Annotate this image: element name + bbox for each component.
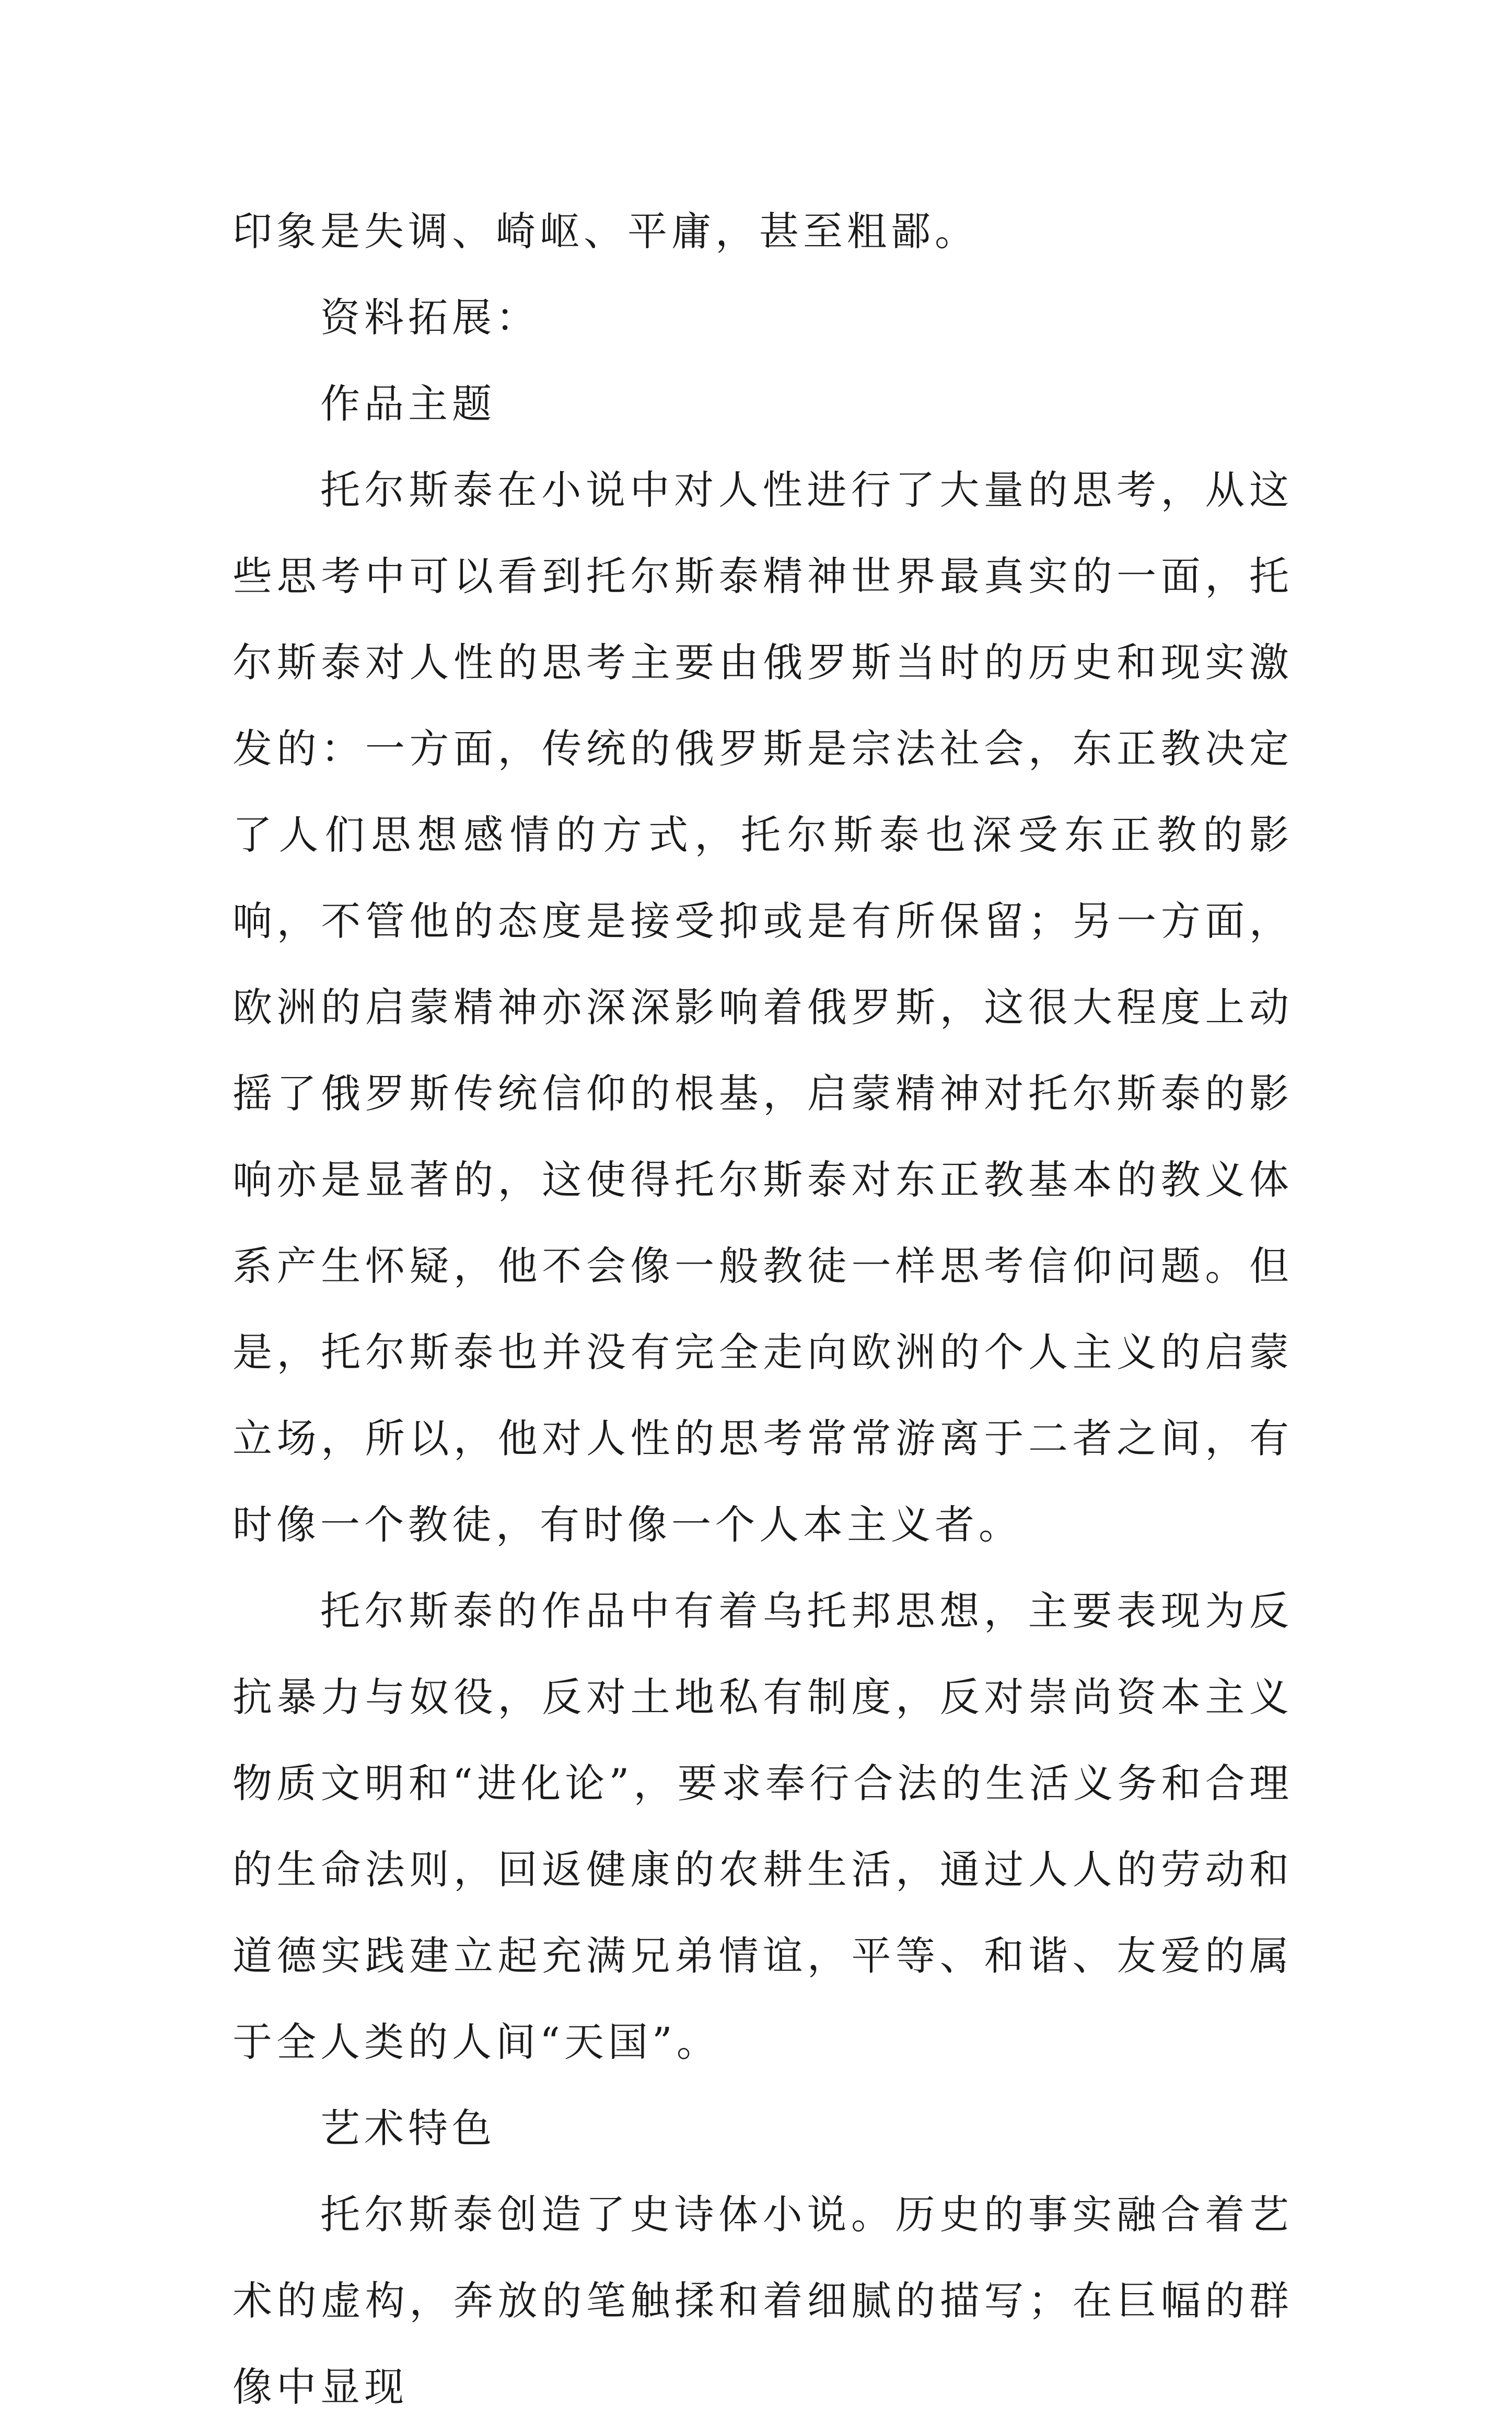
paragraph-continuation: 印象是失调、崎岖、平庸，甚至粗鄙。 bbox=[232, 208, 979, 254]
paragraph-utopia: 托尔斯泰的作品中有着乌托邦思想，主要表现为反抗暴力与奴役，反对土地私有制度，反对崇尚资本主义物质文明和“进化论”，要求奉行合法的生活义务和合理的生命法则，回返健康的农耕生活，通过人人的劳动和道德实践建立起充满兄弟情谊，平等、和谐、友爱的属于全人类的人间“天国”。 bbox=[232, 1588, 1293, 2065]
paragraph-epic-novel: 托尔斯泰创造了史诗体小说。历史的事实融合着艺术的虚构，奔放的笔触揉和着细腻的描写；在巨幅的群像中显现 bbox=[232, 2191, 1293, 2410]
body-text bbox=[232, 188, 1293, 2430]
section-heading-art-features: 艺术特色 bbox=[320, 2105, 496, 2151]
section-heading-theme: 作品主题 bbox=[320, 380, 496, 427]
paragraph-heading-extended-material: 资料拓展： bbox=[320, 294, 540, 341]
paragraph-humanity: 托尔斯泰在小说中对人性进行了大量的思考，从这些思考中可以看到托尔斯泰精神世界最真实的一面，托尔斯泰对人性的思考主要由俄罗斯当时的历史和现实激发的：一方面，传统的俄罗斯是宗法社会，东正教决定了人们思想感情的方式，托尔斯泰也深受东正教的影响，不管他的态度是接受抑或是有所保留；另一方面，欧洲的启蒙精神亦深深影响着俄罗斯，这很大程度上动摇了俄罗斯传统信仰的根基，启蒙精神对托尔斯泰的影响亦是显著的，这使得托尔斯泰对东正教基本的教义体系产生怀疑，他不会像一般教徒一样思考信仰问题。但是，托尔斯泰也并没有完全走向欧洲的个人主义的启蒙立场，所以，他对人性的思考常常游离于二者之间，有时像一个教徒，有时像一个人本主义者。 bbox=[232, 467, 1293, 1548]
